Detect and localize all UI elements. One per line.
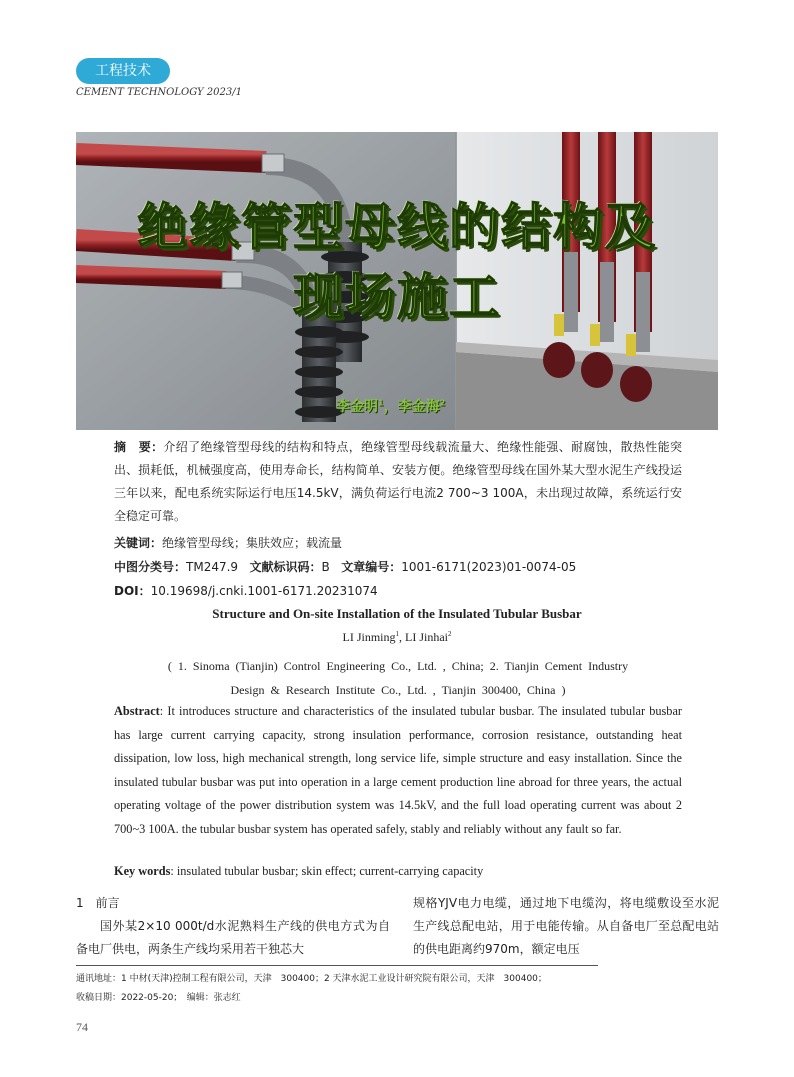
footnote-address: 通讯地址：1 中材(天津)控制工程有限公司，天津 300400；2 天津水泥工业设计研究院有限公司，天津 300400； (76, 974, 547, 984)
abstract-en-text: : It introduces structure and characteristics of the insulated tubular busbar. The insulated tubular busbar has large current carrying capacity, strong insulation performance, corrosion resistance, outstanding heat dissipation, low loss, high mechanical strength, long service life, simple structure and easy installation. Since the insulated tubular busbar was put into operation in a large cement production line abroad for three years, the actual operating voltage of the power distribution system was 14.5kV, and the full load operating current was about 2 700~3 100A. the tubular busbar system has operated safely, stably and reliably without any fault so far. (114, 704, 682, 836)
body-paragraph-right: 规格YJV电力电缆，通过地下电缆沟，将电缆敷设至水泥生产线总配电站，用于电能传输。从自备电厂至总配电站的供电距离约970m，额定电压 (413, 896, 719, 956)
keywords-cn-label: 关键词： (114, 536, 163, 550)
keywords-chinese (114, 532, 682, 555)
en-author-separator: , (399, 630, 405, 644)
author-1: 李金明 (336, 399, 378, 415)
journal-name: CEMENT TECHNOLOGY 2023/1 (76, 87, 242, 98)
classification-line (114, 556, 682, 579)
english-authors (76, 630, 718, 645)
footnote-divider (76, 965, 598, 966)
body-paragraph-left: 国外某2×10 000t/d水泥熟料生产线的供电方式为自备电厂供电，两条生产线均采用若干独芯大 (76, 919, 390, 956)
authors-chinese (336, 396, 445, 416)
keywords-cn-text: 绝缘管型母线；集肤效应；载流量 (162, 536, 343, 550)
affiliation-line-2: Design & Research Institute Co., Ltd. , Tianjin 300400, China ) (230, 683, 566, 697)
author-1-affil: 1 (378, 398, 384, 408)
keywords-en-label: Key words (114, 864, 171, 878)
author-2: 李金海 (397, 399, 440, 415)
body-column-right (413, 892, 719, 961)
affiliation-line-1: ( 1. Sinoma (Tianjin) Control Engineering Co., Ltd. , China; 2. Tianjin Cement Industry (167, 659, 629, 673)
keywords-english (114, 864, 682, 879)
clc-value: TM247.9 (186, 560, 239, 574)
body-column-left (76, 892, 390, 961)
title-line-2: 现场施工 (293, 268, 501, 326)
clc-label: 中图分类号： (114, 560, 187, 574)
english-title: Structure and On-site Installation of the Insulated Tubular Busbar (212, 606, 582, 621)
doi-label: DOI： (114, 584, 151, 598)
doi-value[interactable]: 10.19698/j.cnki.1001-6171.20231074 (150, 584, 378, 598)
en-author-1-affil: 1 (395, 630, 399, 638)
page-number: 74 (76, 1020, 88, 1034)
en-author-1: LI Jinming (342, 630, 396, 644)
author-separator: ， (383, 399, 398, 415)
abstract-english (114, 700, 682, 842)
footnote-received: 收稿日期：2022-05-20； 编辑：张志红 (76, 993, 241, 1003)
abstract-chinese (114, 436, 682, 528)
abstract-cn-label: 摘 要： (114, 440, 164, 454)
article-title (76, 192, 718, 332)
doc-code-label: 文献标识码： (249, 560, 322, 574)
doi-line (114, 580, 682, 603)
affiliations (114, 654, 682, 702)
doc-code-value: B (321, 560, 330, 574)
abstract-cn-text: 介绍了绝缘管型母线的结构和特点，绝缘管型母线载流量大、绝缘性能强、耐腐蚀，散热性能突出、损耗低，机械强度高，使用寿命长，结构简单、安装方便。绝缘管型母线在国外某大型水泥生产线投运三年以来，配电系统实际运行电压14.5kV，满负荷运行电流2 700~3 100A，未出现过故障，系统运行安全稳定可靠。 (114, 440, 682, 523)
article-no-label: 文章编号： (341, 560, 402, 574)
en-author-2-affil: 2 (448, 630, 452, 638)
section-tag: 工程技术 (76, 58, 170, 84)
title-line-1: 绝缘管型母线的结构及 (137, 198, 657, 256)
article-no-value: 1001-6171(2023)01-0074-05 (401, 560, 577, 574)
author-2-affil: 2 (439, 398, 446, 408)
en-author-2: LI Jinhai (405, 630, 448, 644)
abstract-en-label: Abstract (114, 704, 160, 718)
section-heading: 1 前言 (76, 896, 120, 910)
keywords-en-text: : insulated tubular busbar; skin effect; current-carrying capacity (170, 864, 484, 878)
